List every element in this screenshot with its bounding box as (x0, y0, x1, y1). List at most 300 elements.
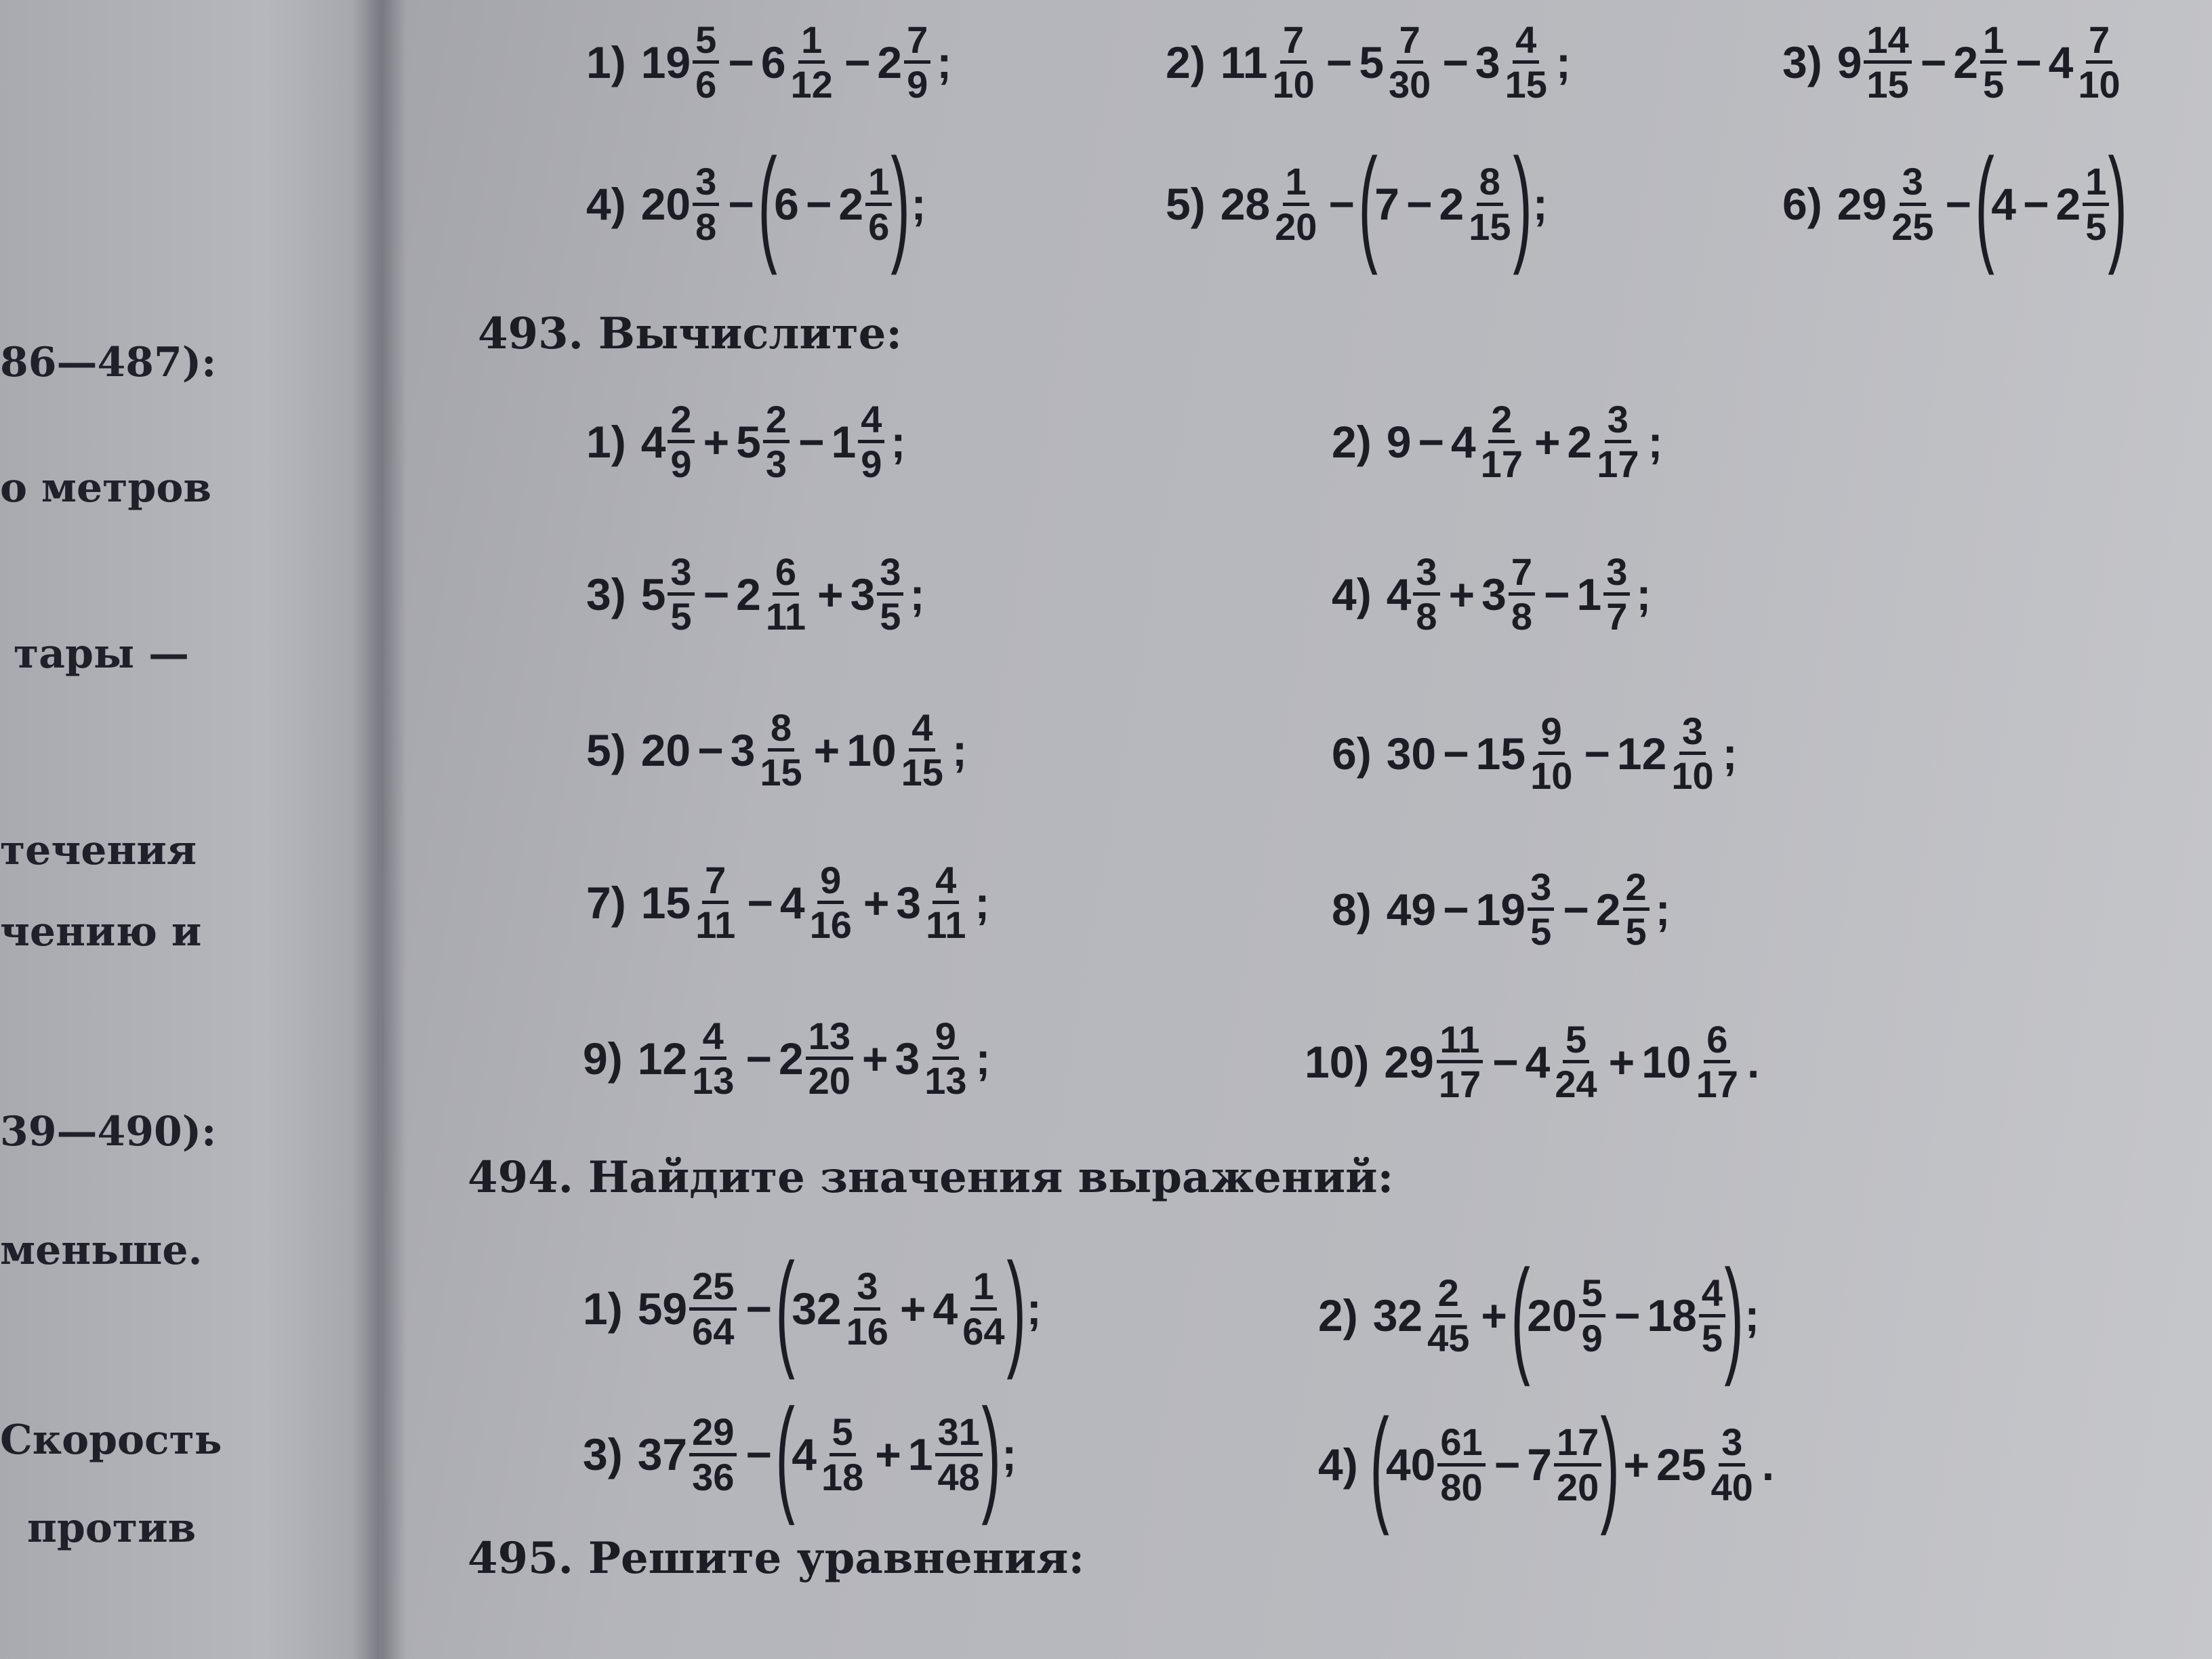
fraction (1980, 20, 2007, 104)
whole-number: 1 (907, 1429, 933, 1479)
fraction (819, 1412, 866, 1496)
fraction (2083, 160, 2109, 248)
numerator: 14 (1864, 20, 1911, 64)
left-fragment: против (27, 1504, 197, 1552)
exercise-heading (468, 1533, 1084, 1584)
fraction (763, 398, 790, 486)
fraction (1579, 1273, 1605, 1357)
expression (1332, 552, 1651, 636)
right-paren: ) (890, 132, 911, 276)
whole-number: 2 (877, 37, 903, 87)
numerator: 13 (806, 1017, 853, 1060)
punctuation: ; (911, 179, 926, 229)
denominator: 20 (1556, 1465, 1599, 1509)
operator: − (1563, 884, 1589, 935)
operator: − (703, 569, 730, 619)
numerator: 1 (798, 20, 825, 64)
fraction (1552, 1018, 1599, 1106)
denominator: 5 (1530, 910, 1552, 954)
item-number: 10) (1305, 1036, 1370, 1087)
denominator: 20 (1275, 205, 1317, 248)
item-number: 1) (583, 1284, 623, 1334)
numerator: 1 (1980, 20, 2007, 64)
numerator: 9 (933, 1017, 959, 1060)
numerator: 7 (1397, 20, 1423, 64)
whole-number: 25 (1656, 1439, 1706, 1490)
item-number: 5) (1166, 179, 1206, 229)
denominator: 8 (695, 205, 717, 248)
whole-number: 20 (1527, 1290, 1577, 1340)
whole-number: 4 (1450, 416, 1476, 467)
fraction (689, 1412, 737, 1496)
numerator: 4 (1513, 20, 1539, 64)
item-number: 1) (586, 416, 626, 467)
item-number: 3) (1782, 37, 1822, 87)
whole-number: 2 (2055, 179, 2081, 229)
denominator: 15 (1866, 63, 1909, 106)
fraction (693, 160, 719, 248)
fraction (1272, 160, 1319, 248)
fraction (1554, 1420, 1601, 1509)
numerator: 7 (2086, 20, 2112, 64)
numerator: 5 (693, 20, 719, 64)
whole-number: 4 (2048, 37, 2074, 87)
whole-number: 5 (1359, 37, 1385, 87)
punctuation: . (1746, 1036, 1760, 1087)
whole-number: 19 (640, 37, 691, 87)
operator: − (745, 1033, 772, 1084)
punctuation: ; (1002, 1429, 1017, 1479)
operator: − (1494, 1439, 1521, 1490)
punctuation: ; (937, 37, 952, 87)
left-fragment: течения (0, 827, 197, 874)
numerator: 11 (1437, 1020, 1482, 1063)
left-fragment: о метров (0, 464, 212, 512)
operator: − (1442, 37, 1469, 87)
fraction (668, 552, 694, 636)
denominator: 20 (808, 1059, 851, 1103)
fraction (1528, 865, 1554, 954)
whole-number: 20 (640, 179, 691, 229)
fraction (844, 1265, 891, 1353)
numerator: 3 (1719, 1422, 1745, 1466)
punctuation: ; (1636, 569, 1652, 619)
operator: − (728, 37, 754, 87)
expression (1318, 1244, 1760, 1387)
whole-number: 3 (895, 1033, 920, 1084)
whole-number: 10 (1641, 1036, 1692, 1087)
denominator: 5 (1625, 910, 1647, 954)
expression (586, 20, 951, 104)
left-paren: ( (775, 1382, 795, 1526)
numerator: 9 (817, 861, 844, 904)
operator: + (1448, 569, 1475, 619)
fraction (1509, 552, 1535, 636)
punctuation: ; (1555, 37, 1571, 87)
fraction (1413, 552, 1439, 636)
whole-number: 4 (779, 877, 805, 928)
item-number: 3) (586, 569, 626, 619)
numerator: 2 (1435, 1273, 1462, 1317)
operator: − (805, 179, 832, 229)
whole-number: 32 (792, 1284, 842, 1334)
operator: + (875, 1429, 901, 1479)
expression (1166, 20, 1571, 104)
fraction (899, 708, 946, 792)
denominator: 8 (1511, 595, 1532, 638)
fraction (865, 160, 892, 248)
numerator: 1 (970, 1267, 997, 1310)
fraction (1466, 160, 1513, 248)
numerator: 7 (702, 861, 729, 904)
numerator: 7 (904, 20, 930, 64)
denominator: 15 (760, 751, 802, 794)
expression (586, 398, 906, 486)
left-fragment: Скорость (0, 1416, 222, 1464)
denominator: 11 (926, 903, 966, 947)
operator: − (745, 1284, 772, 1334)
operator: + (861, 1033, 888, 1084)
whole-number: 3 (896, 877, 922, 928)
whole-number: 2 (778, 1033, 804, 1084)
denominator: 10 (1671, 754, 1714, 798)
fraction (1889, 160, 1936, 248)
denominator: 9 (1581, 1316, 1603, 1359)
left-fragment: 86—487): (0, 339, 217, 386)
whole-number: 3 (1475, 37, 1500, 87)
numerator: 29 (689, 1412, 737, 1456)
denominator: 24 (1555, 1063, 1597, 1106)
expression (586, 708, 967, 792)
left-fragment: чению и (0, 908, 202, 956)
expression (1782, 132, 2128, 276)
whole-number: 10 (846, 724, 897, 775)
fraction (1603, 552, 1630, 636)
whole-number: 12 (1616, 728, 1667, 779)
numerator: 1 (865, 162, 892, 205)
fraction (1528, 710, 1575, 798)
whole-number: 2 (1953, 37, 1978, 87)
exercise-number: 495. (468, 1533, 573, 1584)
numerator: 8 (768, 708, 794, 752)
fraction (1502, 20, 1550, 104)
book-spine-shadow (352, 0, 407, 1659)
right-paren: ) (1512, 132, 1532, 276)
denominator: 40 (1711, 1465, 1753, 1509)
numerator: 7 (1509, 552, 1535, 596)
denominator: 17 (1597, 443, 1639, 486)
fraction (922, 1015, 969, 1103)
operator: − (1418, 416, 1444, 467)
numerator: 3 (1603, 552, 1630, 596)
denominator: 5 (670, 595, 692, 638)
whole-number: 15 (640, 877, 691, 928)
whole-number: 4 (1991, 179, 2016, 229)
denominator: 5 (880, 595, 901, 638)
denominator: 11 (695, 903, 736, 947)
expression (583, 1382, 1017, 1526)
fraction (923, 859, 968, 947)
numerator: 5 (830, 1412, 856, 1456)
whole-number: 7 (1527, 1439, 1552, 1490)
operator: − (1328, 179, 1355, 229)
fraction (1269, 20, 1317, 104)
fraction (1425, 1273, 1472, 1357)
fraction (668, 398, 694, 486)
punctuation: ; (951, 724, 967, 775)
numerator: 61 (1437, 1422, 1485, 1466)
left-paren: ( (775, 1237, 795, 1380)
denominator: 17 (1696, 1063, 1738, 1106)
denominator: 13 (692, 1059, 735, 1103)
whole-number: 9 (1386, 416, 1412, 467)
denominator: 9 (670, 443, 692, 486)
item-number: 6) (1782, 179, 1822, 229)
expression (1318, 1393, 1775, 1536)
fraction (858, 398, 884, 486)
left-paren: ( (1370, 1393, 1389, 1536)
item-number: 6) (1332, 728, 1372, 779)
item-number: 7) (586, 877, 626, 928)
denominator: 10 (2078, 63, 2121, 106)
numerator: 1 (1283, 162, 1309, 205)
denominator: 11 (765, 595, 806, 638)
whole-number: 3 (850, 569, 876, 619)
denominator: 9 (861, 443, 882, 486)
whole-number: 1 (1576, 569, 1602, 619)
item-number: 5) (586, 724, 626, 775)
item-number: 1) (586, 37, 626, 87)
fraction (807, 859, 855, 947)
numerator: 5 (1563, 1020, 1589, 1063)
punctuation: ; (909, 569, 925, 619)
whole-number: 4 (640, 416, 666, 467)
fraction (1437, 1420, 1485, 1509)
denominator: 64 (692, 1309, 735, 1353)
operator: − (1945, 179, 1971, 229)
fraction (1864, 20, 1911, 104)
item-number: 4) (586, 179, 626, 229)
numerator: 2 (763, 400, 790, 443)
numerator: 3 (1679, 712, 1706, 755)
whole-number: 2 (1567, 416, 1593, 467)
whole-number: 6 (774, 179, 799, 229)
punctuation: ; (1647, 416, 1663, 467)
denominator: 48 (937, 1455, 980, 1498)
denominator: 10 (1530, 754, 1573, 798)
whole-number: 59 (637, 1284, 688, 1334)
right-paren: ) (981, 1382, 1001, 1526)
expression (586, 132, 926, 276)
whole-number: 20 (640, 724, 691, 775)
left-fragment: 39—490): (0, 1108, 217, 1155)
denominator: 36 (692, 1455, 735, 1498)
whole-number: 4 (1525, 1036, 1551, 1087)
operator: + (813, 724, 840, 775)
numerator: 3 (1528, 867, 1554, 911)
numerator: 3 (1413, 552, 1439, 596)
item-number: 9) (583, 1033, 623, 1084)
whole-number: 30 (1386, 728, 1437, 779)
expression (586, 859, 990, 947)
whole-number: 3 (730, 724, 756, 775)
numerator: 2 (668, 400, 694, 443)
operator: + (1608, 1036, 1635, 1087)
whole-number: 9 (1837, 37, 1862, 87)
punctuation: ; (1026, 1284, 1042, 1334)
fraction (935, 1412, 983, 1496)
whole-number: 49 (1386, 884, 1437, 935)
denominator: 16 (809, 903, 852, 947)
fraction (1436, 1018, 1483, 1106)
denominator: 10 (1272, 63, 1315, 106)
exercise-title: Найдите значения выражений: (588, 1152, 1394, 1203)
operator: + (703, 416, 730, 467)
denominator: 3 (765, 443, 787, 486)
denominator: 15 (1469, 205, 1511, 248)
fraction (960, 1265, 1007, 1353)
exercise-number: 494. (468, 1152, 573, 1203)
fraction (763, 552, 808, 636)
exercise-number: 493. (478, 308, 583, 359)
numerator: 31 (935, 1412, 983, 1456)
expression (586, 552, 924, 636)
denominator: 13 (924, 1059, 967, 1103)
right-paren: ) (2108, 132, 2128, 276)
fraction (693, 859, 738, 947)
item-number: 3) (583, 1429, 623, 1479)
numerator: 2 (1623, 867, 1650, 911)
whole-number: 18 (1647, 1290, 1697, 1340)
left-paren: ( (1511, 1244, 1530, 1387)
whole-number: 2 (736, 569, 761, 619)
fraction (757, 708, 804, 792)
item-number: 4) (1318, 1439, 1358, 1490)
operator: − (728, 179, 754, 229)
punctuation: ; (975, 1033, 991, 1084)
numerator: 4 (858, 400, 884, 443)
operator: − (1584, 728, 1610, 779)
denominator: 15 (1504, 63, 1547, 106)
whole-number: 5 (640, 569, 666, 619)
right-paren: ) (1724, 1244, 1744, 1387)
whole-number: 2 (1595, 884, 1621, 935)
fraction (1386, 20, 1433, 104)
denominator: 18 (821, 1455, 864, 1498)
fraction (1708, 1420, 1756, 1509)
operator: − (747, 877, 773, 928)
fraction (1694, 1018, 1741, 1106)
denominator: 5 (1982, 63, 2005, 106)
numerator: 25 (689, 1267, 737, 1310)
left-paren: ( (758, 132, 777, 276)
numerator: 3 (1605, 400, 1631, 443)
operator: − (697, 724, 724, 775)
denominator: 5 (2085, 205, 2107, 248)
whole-number: 37 (637, 1429, 688, 1479)
whole-number: 28 (1220, 179, 1271, 229)
denominator: 6 (868, 205, 890, 248)
punctuation: . (1761, 1439, 1775, 1490)
exercise-heading (478, 308, 902, 359)
operator: + (863, 877, 890, 928)
whole-number: 7 (1374, 179, 1399, 229)
denominator: 17 (1480, 443, 1523, 486)
fraction (788, 20, 836, 104)
punctuation: ; (1532, 179, 1548, 229)
numerator: 2 (1488, 400, 1515, 443)
numerator: 4 (933, 861, 959, 904)
denominator: 5 (1701, 1316, 1723, 1359)
operator: − (1543, 569, 1570, 619)
right-paren: ) (1600, 1393, 1620, 1536)
denominator: 7 (1606, 595, 1628, 638)
expression (1332, 865, 1671, 954)
expression (583, 1015, 991, 1103)
item-number: 2) (1332, 416, 1372, 467)
denominator: 8 (1416, 595, 1437, 638)
operator: + (1481, 1290, 1507, 1340)
whole-number: 15 (1475, 728, 1526, 779)
operator: − (1406, 179, 1433, 229)
whole-number: 2 (1439, 179, 1465, 229)
numerator: 4 (1699, 1273, 1725, 1317)
whole-number: 1 (831, 416, 857, 467)
whole-number: 2 (838, 179, 864, 229)
numerator: 5 (1579, 1273, 1605, 1317)
whole-number: 12 (637, 1033, 688, 1084)
punctuation: ; (1744, 1290, 1760, 1340)
operator: + (1623, 1439, 1650, 1490)
operator: − (2015, 37, 2042, 87)
left-fragment: меньше. (0, 1227, 203, 1274)
fraction (1699, 1273, 1725, 1357)
numerator: 1 (2083, 162, 2109, 205)
numerator: 4 (700, 1017, 726, 1060)
item-number: 4) (1332, 569, 1372, 619)
numerator: 3 (1900, 162, 1926, 205)
denominator: 80 (1440, 1465, 1483, 1509)
punctuation: ; (975, 877, 990, 928)
punctuation: ; (890, 416, 906, 467)
operator: + (817, 569, 844, 619)
whole-number: 19 (1475, 884, 1526, 935)
expression (1332, 710, 1738, 798)
punctuation: ; (1722, 728, 1738, 779)
numerator: 9 (1538, 712, 1565, 755)
denominator: 6 (695, 63, 717, 106)
numerator: 7 (1280, 20, 1307, 64)
fraction (904, 20, 930, 104)
numerator: 3 (668, 552, 694, 596)
left-paren: ( (1975, 132, 1994, 276)
whole-number: 4 (792, 1429, 817, 1479)
fraction (2075, 20, 2123, 104)
item-number: 2) (1166, 37, 1206, 87)
fraction (1478, 398, 1525, 486)
numerator: 3 (854, 1267, 880, 1310)
expression (1332, 398, 1663, 486)
operator: − (1920, 37, 1947, 87)
fraction (877, 552, 903, 636)
operator: − (1614, 1290, 1641, 1340)
expression (1305, 1018, 1760, 1106)
operator: − (844, 37, 871, 87)
right-paren: ) (1006, 1237, 1026, 1380)
left-paren: ( (1358, 132, 1378, 276)
fraction (1668, 710, 1716, 798)
expression (583, 1237, 1042, 1380)
